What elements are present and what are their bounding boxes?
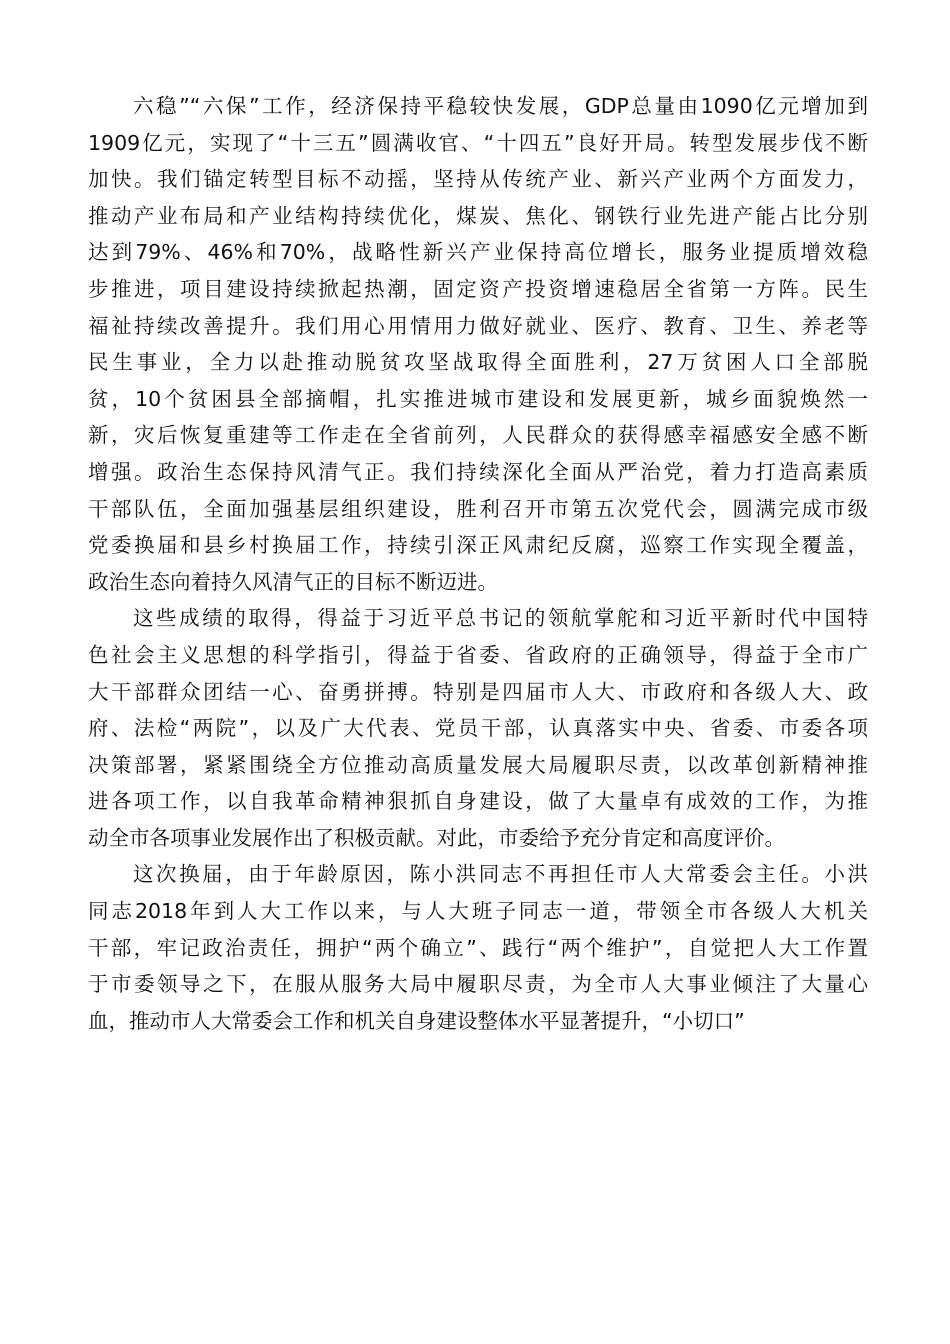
paragraph-1 bbox=[88, 88, 868, 600]
text-line: 干部，牢记政治责任，拥护“两个确立”、践行“两个维护”，自觉把人大工作置 bbox=[88, 935, 868, 960]
text-line: 达到79%、46%和70%，战略性新兴产业保持高位增长，服务业提质增效稳 bbox=[88, 240, 868, 265]
text-line: 政治生态向着持久风清气正的目标不断迈进。 bbox=[88, 569, 498, 594]
paragraph-2 bbox=[88, 600, 868, 856]
document-body bbox=[88, 88, 868, 1039]
text-line: 同志2018年到人大工作以来，与人大班子同志一道，带领全市各级人大机关 bbox=[88, 899, 868, 924]
text-line: 这次换届，由于年龄原因，陈小洪同志不再担任市人大常委会主任。小洪 bbox=[133, 862, 868, 887]
text-line: 干部队伍，全面加强基层组织建设，胜利召开市第五次党代会，圆满完成市级 bbox=[88, 496, 868, 521]
text-line: 推动产业布局和产业结构持续优化，煤炭、焦化、钢铁行业先进产能占比分别 bbox=[88, 203, 868, 228]
text-line: 福祉持续改善提升。我们用心用情用力做好就业、医疗、教育、卫生、养老等 bbox=[88, 313, 868, 338]
text-line: 动全市各项事业发展作出了积极贡献。对此，市委给予充分肯定和高度评价。 bbox=[88, 825, 785, 850]
text-line: 决策部署，紧紧围绕全方位推动高质量发展大局履职尽责，以改革创新精神推 bbox=[88, 752, 868, 777]
text-line: 血，推动市人大常委会工作和机关自身建设整体水平显著提升，“小切口” bbox=[88, 1008, 745, 1033]
text-line: 党委换届和县乡村换届工作，持续引深正风肃纪反腐，巡察工作实现全覆盖， bbox=[88, 533, 868, 558]
text-line: 增强。政治生态保持风清气正。我们持续深化全面从严治党，着力打造高素质 bbox=[88, 459, 868, 484]
text-line: 民生事业，全力以赴推动脱贫攻坚战取得全面胜利，27万贫困人口全部脱 bbox=[88, 350, 868, 375]
text-line: 色社会主义思想的科学指引，得益于省委、省政府的正确领导，得益于全市广 bbox=[88, 642, 868, 667]
text-line: 新，灾后恢复重建等工作走在全省前列，人民群众的获得感幸福感安全感不断 bbox=[88, 423, 868, 448]
text-line: 进各项工作，以自我革命精神狠抓自身建设，做了大量卓有成效的工作，为推 bbox=[88, 789, 868, 814]
text-line: 贫，10个贫困县全部摘帽，扎实推进城市建设和发展更新，城乡面貌焕然一 bbox=[88, 386, 868, 411]
paragraph-3 bbox=[88, 856, 868, 1039]
text-line: 这些成绩的取得，得益于习近平总书记的领航掌舵和习近平新时代中国特 bbox=[133, 606, 868, 631]
text-line: 1909亿元，实现了“十三五”圆满收官、“十四五”良好开局。转型发展步伐不断 bbox=[88, 130, 868, 155]
text-line: 府、法检“两院”，以及广大代表、党员干部，认真落实中央、省委、市委各项 bbox=[88, 716, 868, 741]
text-line: 于市委领导之下，在服从服务大局中履职尽责，为全市人大事业倾注了大量心 bbox=[88, 972, 868, 997]
text-line: 六稳”“六保”工作，经济保持平稳较快发展，GDP总量由1090亿元增加到 bbox=[133, 94, 868, 118]
text-line: 步推进，项目建设持续掀起热潮，固定资产投资增速稳居全省第一方阵。民生 bbox=[88, 276, 868, 301]
text-line: 加快。我们锚定转型目标不动摇，坚持从传统产业、新兴产业两个方面发力， bbox=[88, 167, 868, 192]
text-line: 大干部群众团结一心、奋勇拼搏。特别是四届市人大、市政府和各级人大、政 bbox=[88, 679, 868, 704]
